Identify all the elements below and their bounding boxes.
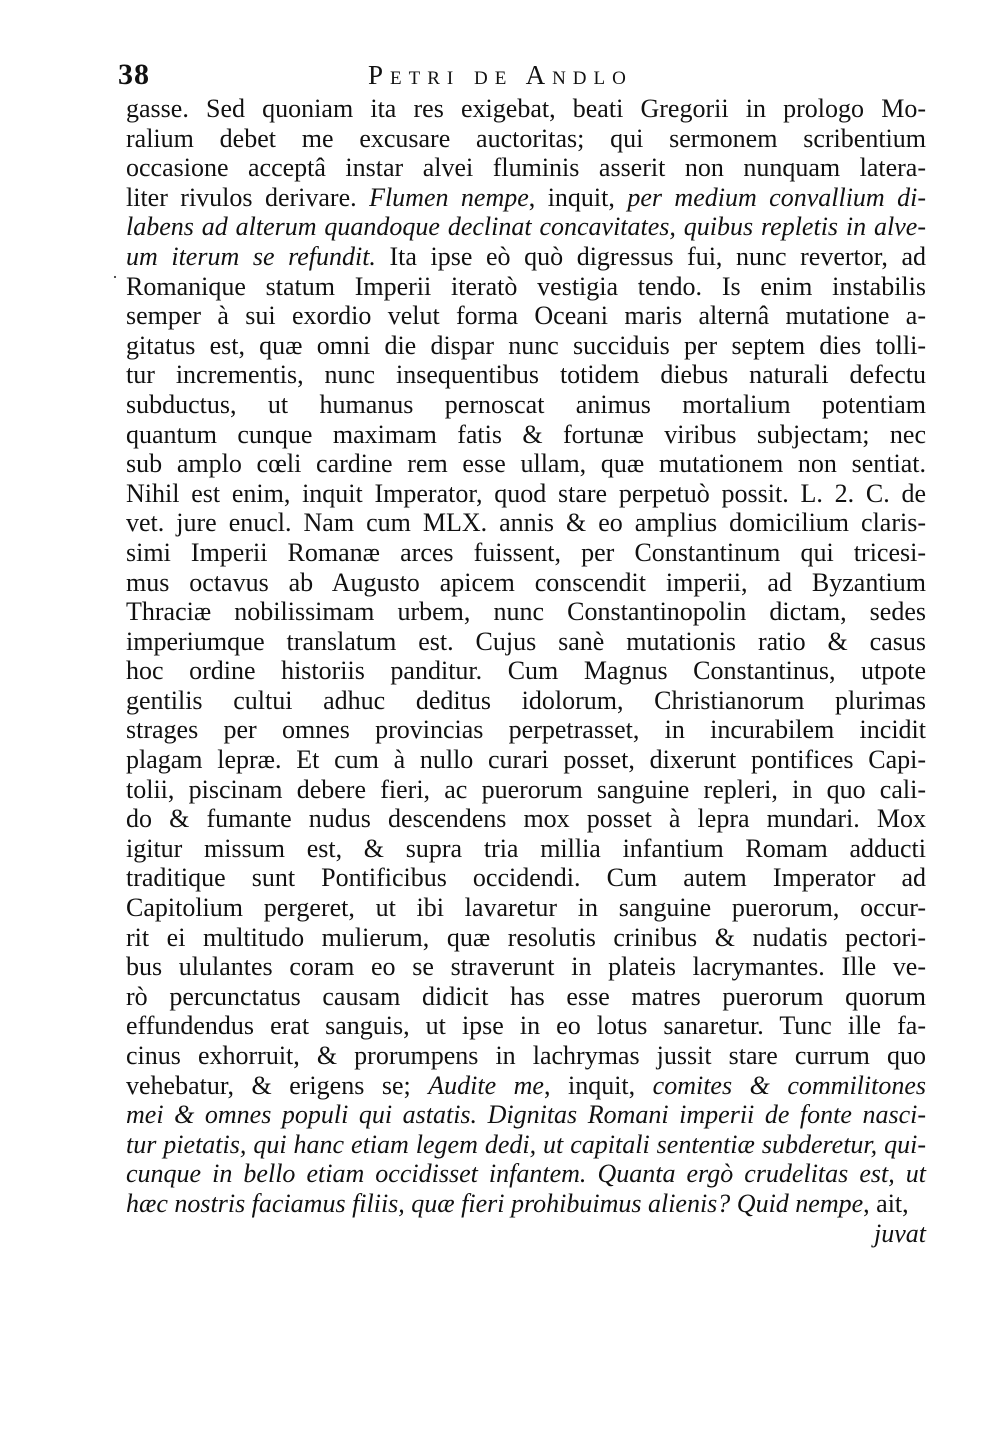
italic-segment: comites & commilitones [652,1070,927,1100]
text-line [126,1071,926,1101]
text-segment: igitur missum est, & supra tria millia infantium Romam adducti [126,833,926,863]
italic-segment: juvat [874,1218,926,1248]
text-segment: imperiumque translatum est. Cujus sanè mutationis ratio & casus [126,626,926,656]
text-segment: , inquit, [528,182,628,212]
text-segment: gasse. Sed quoniam ita res exigebat, beati Gregorii in prologo Mo- [126,94,926,123]
text-segment: hoc ordine historiis panditur. Cum Magnus Constantinus, utpote [126,656,926,686]
text-line [126,923,926,953]
text-segment: tur incrementis, nunc insequentibus totidem diebus naturali defectu [126,360,926,390]
text-segment: , inquit, [543,1070,653,1100]
text-segment: plagam lepræ. Et cum à nullo curari posset, dixerunt pontifices Capi- [126,745,926,775]
text-line [126,94,926,124]
italic-segment: Audite me [428,1070,544,1100]
text-line [126,1100,926,1130]
text-segment: Capitolium pergeret, ut ibi lavaretur in sanguine puerorum, occur- [126,893,926,923]
text-segment: gitatus est, quæ omni die dispar nunc succiduis per septem dies tolli- [126,330,926,360]
text-segment: Romanique statum Imperii iteratò vestigia tendo. Is enim instabilis [126,271,926,301]
text-segment: semper à sui exordio velut forma Oceani maris alternâ mutatione a- [126,301,926,331]
text-segment: sub amplo cœli cardine rem esse ullam, quæ mutationem non sentiat. [126,449,926,479]
text-segment: effundendus erat sanguis, ut ipse in eo lotus sanaretur. Tunc ille fa- [126,1011,926,1041]
text-line [126,212,926,242]
text-line [126,627,926,657]
italic-segment: per medium convallium di- [627,182,927,212]
italic-segment: cunque in bello etiam occidisset infantem. Quanta ergò crudelitas est, ut [126,1159,926,1189]
text-segment: tolii, piscinam debere fieri, ac puerorum sanguine repleri, in quo cali- [126,774,926,804]
text-segment: , ait, [863,1188,909,1218]
text-line [126,449,926,479]
text-line [126,804,926,834]
text-segment: Ita ipse eò quò digressus fui, nunc revertor, ad [375,241,926,271]
text-segment: occasione acceptâ instar alvei fluminis asserit non nunquam latera- [126,153,926,183]
text-line [126,1189,926,1219]
italic-segment: hæc nostris faciamus filiis, quæ fieri prohibuimus alienis? Quid nempe [126,1188,864,1218]
text-segment: gentilis cultui adhuc deditus idolorum, Christianorum plurimas [126,685,926,715]
text-line [126,568,926,598]
text-segment: ralium debet me excusare auctoritas; qui sermonem scribentium [126,123,926,153]
text-line [126,360,926,390]
text-segment: subductus, ut humanus pernoscat animus mortalium potentiam [126,389,926,419]
text-line [126,715,926,745]
text-segment: rit ei multitudo mulierum, quæ resolutis crinibus & nudatis pectori- [126,922,926,952]
text-line [126,982,926,1012]
italic-segment: labens ad alterum quandoque declinat concavitates, quibus repletis in alve- [126,212,926,242]
text-segment: Nihil est enim, inquit Imperator, quod stare perpetuò possit. L. 2. C. de [126,478,926,508]
text-segment: Thraciæ nobilissimam urbem, nunc Constantinopolin dictam, sedes [126,597,926,627]
text-line [126,1011,926,1041]
running-title: Petri de Andlo [368,60,633,90]
text-segment: liter rivulos derivare. [126,182,370,212]
text-line [126,124,926,154]
text-line [126,952,926,982]
text-segment: quantum cunque maximam fatis & fortunæ viribus subjectam; nec [126,419,926,449]
text-line [126,775,926,805]
text-line [126,1130,926,1160]
text-line [126,301,926,331]
italic-segment: mei & omnes populi qui astatis. Dignitas Romani imperii de fonte nasci- [126,1100,926,1130]
text-line [126,390,926,420]
text-line [126,331,926,361]
running-head [118,58,938,94]
text-line [126,272,926,302]
text-line [126,1041,926,1071]
text-line [126,242,926,272]
text-line [126,479,926,509]
text-line [126,597,926,627]
page-number: 38 [118,58,150,91]
text-line [126,686,926,716]
text-line [126,420,926,450]
text-line [126,1159,926,1189]
italic-segment: tur pietatis, qui hanc etiam legem dedi, ut capitali sententiæ subderetur, qui- [126,1129,926,1159]
text-segment: cinus exhorruit, & prorumpens in lachrymas jussit stare currum quo [126,1041,926,1070]
text-segment: vet. jure enucl. Nam cum MLX. annis & eo amplius domicilium claris- [126,508,926,538]
text-segment: bus ululantes coram eo se straverunt in plateis lacrymantes. Ille ve- [126,952,926,982]
text-line [126,153,926,183]
text-line [126,1219,926,1249]
text-line [126,834,926,864]
italic-segment: Flumen nempe [369,182,529,212]
text-segment: strages per omnes provincias perpetrasset, in incurabilem incidit [126,715,926,745]
text-line [126,656,926,686]
margin-mark: · [112,267,118,287]
italic-segment: um iterum se refundit. [126,241,376,271]
text-line [126,538,926,568]
text-segment: rò percunctatus causam didicit has esse matres puerorum quorum [126,981,926,1011]
text-segment: simi Imperii Romanæ arces fuissent, per Constantinum qui tricesi- [126,537,926,567]
text-line [126,893,926,923]
text-segment: mus octavus ab Augusto apicem conscendit imperii, ad Byzantium [126,567,926,597]
text-segment: vehebatur, & erigens se; [126,1070,429,1100]
text-line [126,508,926,538]
text-line [126,745,926,775]
text-segment: do & fumante nudus descendens mox posset à lepra mundari. Mox [126,804,926,834]
body-text [126,94,926,1248]
text-segment: traditique sunt Pontificibus occidendi. Cum autem Imperator ad [126,863,926,893]
text-line [126,863,926,893]
text-line [126,183,926,213]
